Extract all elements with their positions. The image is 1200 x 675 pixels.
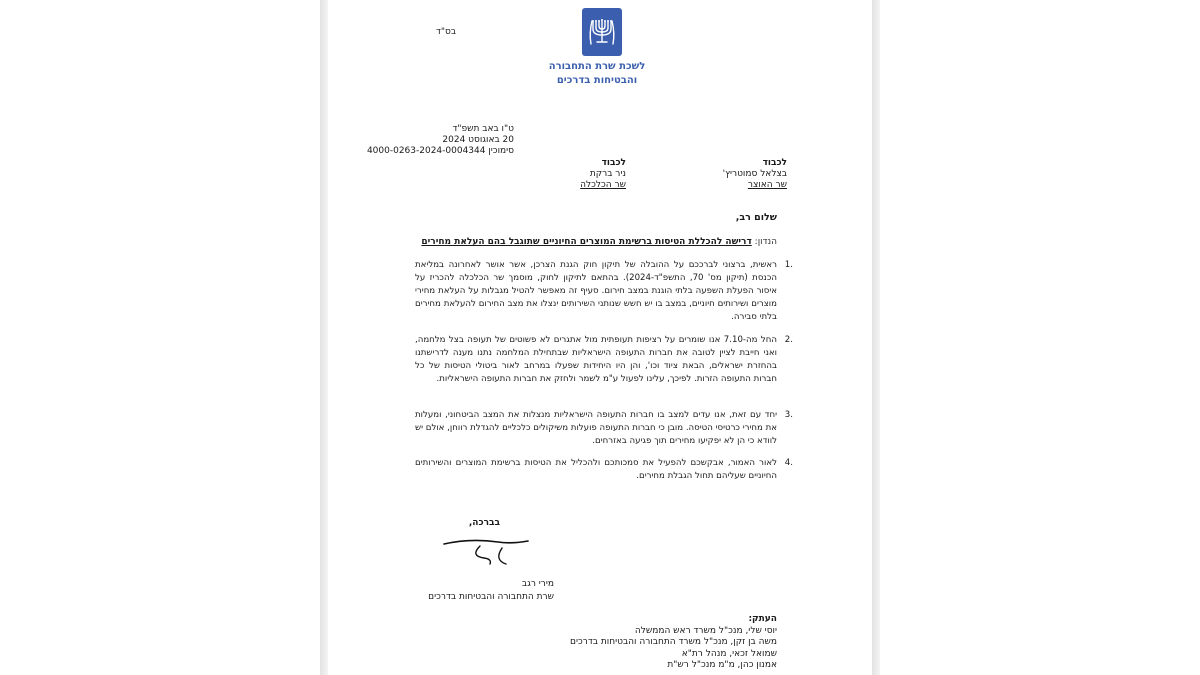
recipient-label: לכבוד: [762, 158, 787, 168]
cc-block: [570, 614, 777, 672]
letter-page: [328, 0, 872, 675]
handwritten-signature: [440, 534, 535, 578]
ministry-line2: והבטיחות בדרכים: [556, 75, 638, 86]
signer-block: [428, 578, 554, 604]
greeting: שלום רב,: [735, 212, 777, 223]
page-frame-left: [320, 0, 328, 675]
paragraph-text: ראשית, ברצוני לברככם על ההובלה של תיקון חוק הגנת הצרכן, אשר אושר לאחרונה במליאת הכנסת (תיקון מס' 70, התשפ"ד-2024). בהתאם לתיקון לחוק, מוסמך שר הכלכלה להכריז על איסור הפעלת השפעה בלתי הוגנת במצב חירום. סעיף זה מאפשר להטיל מגבלות על העלאת מחירי מוצרים ושירותים חיוניים, במצב בו יש חשש שנותני השירותים ינצלו את מצב החירום להעלאת מחירים בלתי סבירה.: [415, 260, 777, 322]
page-frame-right: [872, 0, 880, 675]
paragraph-number: .4: [784, 458, 793, 468]
recipient-label: לכבוד: [601, 158, 626, 168]
cc-label: העתק:: [748, 614, 777, 624]
paragraph-number: .2: [784, 335, 793, 345]
recipient-1: [723, 158, 787, 191]
subject-line: [417, 236, 777, 248]
recipient-name: בצלאל סמוטריץ': [722, 169, 787, 179]
cc-line: יוסי שלי, מנכ"ל משרד ראש הממשלה: [634, 625, 777, 636]
closing: בברכה,: [468, 518, 500, 528]
subject-text: דרישה להכללת הטיסות ברשימת המוצרים החיוניים שתוגבל בהם העלאת מחירים: [421, 237, 752, 247]
recipient-title: שר הכלכלה: [580, 180, 626, 190]
paragraph-text: לאור האמור, אבקשכם להפעיל את סמכותכם ולהכליל את הטיסות ברשימת המוצרים והשירותים החיוניים שעליהם תחול הגבלת מחירים.: [415, 458, 777, 481]
paragraph-3: [415, 409, 793, 448]
paragraph-number: .3: [784, 410, 793, 420]
paragraph-text: יחד עם זאת, אנו עדים למצב בו חברות התעופה הישראליות מנצלות את המצב הביטחוני, ומעלות את מחירי כרטיסי הטיסה. מובן כי חברות התעופה פועלות משיקולים כלכליים להגדלת רווחן, אולם יש לוודא כי הן לא יפקיעו מחירים תוך פגיעה באזרחים.: [415, 410, 777, 446]
paragraph-2: [415, 334, 793, 386]
ministry-line1: לשכת שרת התחבורה: [548, 61, 646, 72]
gregorian-date: 20 באוגוסט 2024: [442, 135, 514, 145]
signer-title: שרת התחבורה והבטיחות בדרכים: [428, 592, 554, 602]
recipient-title: שר האוצר: [747, 180, 787, 190]
signer-name: מירי רגב: [521, 579, 554, 589]
recipient-name: ניר ברקת: [589, 169, 626, 179]
subject-label: הנדון:: [754, 237, 777, 247]
cc-line: שמואל זכאי, מנהל רת"א: [681, 648, 777, 659]
paragraph-4: [415, 457, 793, 483]
ministry-header: [542, 60, 652, 88]
paragraph-text: החל מה-7.10 אנו שומרים על רציפות תעופתית מול אתגרים לא פשוטים של תעופה בצל מלחמה, ואני חייבת לציין לטובה את חברות התעופה הישראליות שבתחילת המלחמה נתנו מענה לדרישתנו בהחזרת ישראלים, הבאת ציוד וכו', והן היו היחידות שפעלו במרחב לאור ביטולי הטיסות של כל חברות התעופה הזרות. לפיכך, עלינו לפעול ע"מ לשמר ולחזק את חברות התעופה הישראליות.: [415, 335, 777, 384]
cc-line: אמנון כהן, מ"מ מנכ"ל רש"ת: [667, 660, 777, 670]
hebrew-date: ט"ו באב תשפ"ד: [452, 124, 514, 134]
cc-line: משה בן זקן, מנכ"ל משרד התחבורה והבטיחות בדרכים: [570, 637, 777, 647]
menorah-emblem-icon: [582, 8, 622, 56]
recipient-2: [580, 158, 626, 191]
reference-number: סימוכין 4000-0263-2024-0004344: [366, 146, 514, 156]
paragraph-1: [415, 259, 793, 324]
letter-meta: [367, 124, 514, 157]
paragraph-number: .1: [784, 260, 793, 270]
bsd-mark: בס"ד: [436, 27, 457, 37]
